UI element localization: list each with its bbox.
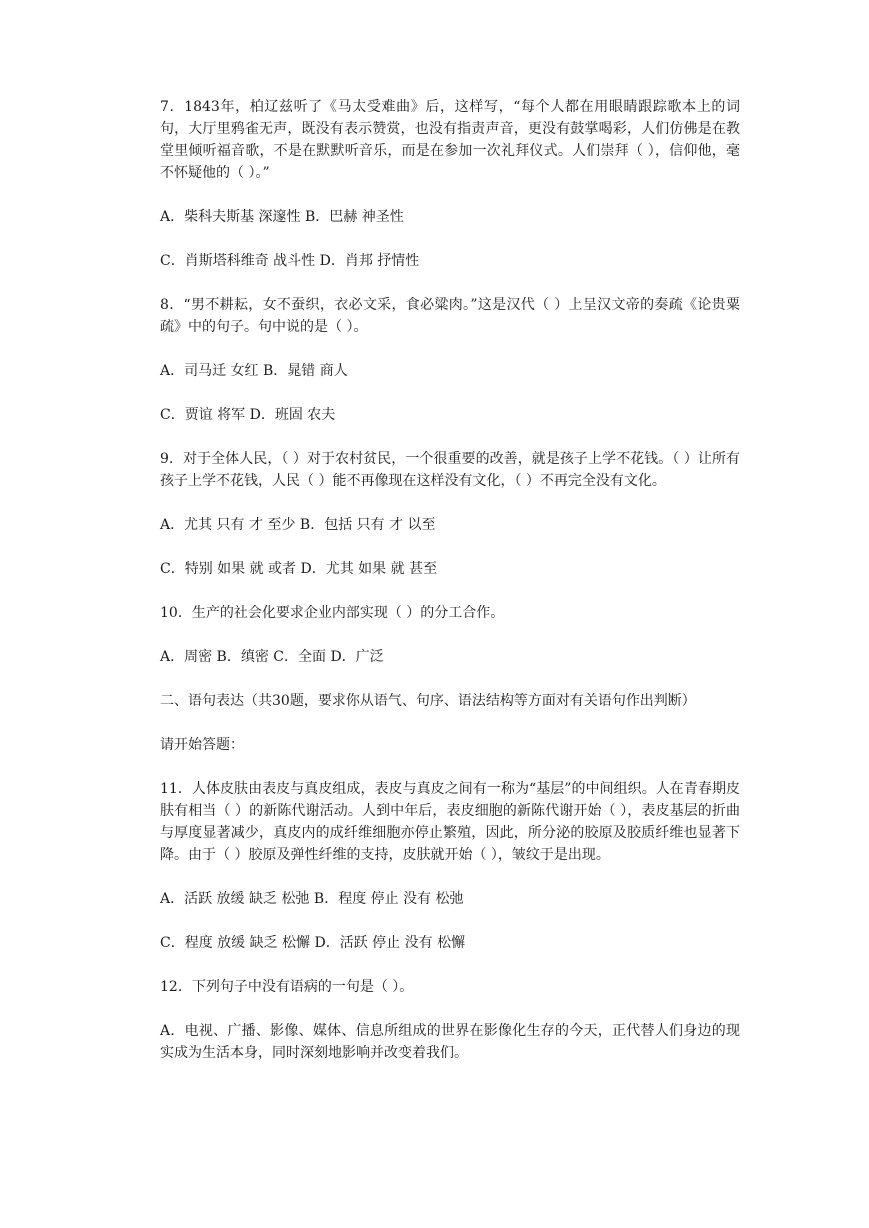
question-7-options-cd: C．肖斯塔科维奇 战斗性 D．肖邦 抒情性 (160, 253, 420, 269)
question-10-options: A．周密 B．缜密 C．全面 D．广泛 (160, 649, 384, 665)
question-8-options-cd: C．贾谊 将军 D．班固 农夫 (160, 407, 336, 423)
question-7-options-ab: A．柴科夫斯基 深邃性 B．巴赫 神圣性 (160, 209, 404, 225)
question-8-stem: 8．“男不耕耘，女不蚕织，衣必文采，食必粱肉。”这是汉代（ ）上呈汉文帝的奏疏《论贵粟疏》中的句子。句中说的是（ ）。 (160, 297, 740, 335)
question-11-stem: 11．人体皮肤由表皮与真皮组成，表皮与真皮之间有一称为“基层”的中间组织。人在青春期皮肤有相当（ ）的新陈代谢活动。人到中年后，表皮细胞的新陈代谢开始（ ），表皮基层的折曲与厚度显著减少，真皮内的成纤维细胞亦停止繁殖，因此，所分泌的胶原及胶质纤维也显著下降。由于（ ）胶原及弹性纤维的支持，皮肤就开始（ ），皱纹于是出现。 (160, 781, 740, 863)
document-page (160, 96, 740, 1064)
section-2-heading: 二、语句表达（共30题，要求你从语气、句序、语法结构等方面对有关语句作出判断） (160, 693, 696, 709)
question-9-options-cd: C．特别 如果 就 或者 D．尤其 如果 就 甚至 (160, 561, 438, 577)
question-8-options-ab: A．司马迁 女红 B．晁错 商人 (160, 363, 348, 379)
question-12-stem: 12．下列句子中没有语病的一句是（ ）。 (160, 979, 414, 995)
question-9-stem: 9．对于全体人民，（ ）对于农村贫民，一个很重要的改善，就是孩子上学不花钱。（ ）让所有孩子上学不花钱，人民（ ）能不再像现在这样没有文化，（ ）不再完全没有文化。 (160, 451, 740, 489)
question-11-options-cd: C．程度 放缓 缺乏 松懈 D．活跃 停止 没有 松懈 (160, 935, 466, 951)
question-10-stem: 10．生产的社会化要求企业内部实现（ ）的分工合作。 (160, 605, 505, 621)
question-11-options-ab: A．活跃 放缓 缺乏 松弛 B．程度 停止 没有 松弛 (160, 891, 464, 907)
section-2-prompt: 请开始答题： (160, 737, 244, 753)
question-9-options-ab: A．尤其 只有 才 至少 B．包括 只有 才 以至 (160, 517, 436, 533)
question-7-stem: 7．1843年，柏辽兹听了《马太受难曲》后，这样写，“每个人都在用眼睛跟踪歌本上的词句，大厅里鸦雀无声，既没有表示赞赏，也没有指责声音，更没有鼓掌喝彩，人们仿佛是在教堂里倾听福音歌，不是在默默听音乐，而是在参加一次礼拜仪式。人们崇拜（ ），信仰他，毫不怀疑他的（ ）。” (160, 99, 740, 181)
question-12-option-a: A．电视、广播、影像、媒体、信息所组成的世界在影像化生存的今天，正代替人们身边的现实成为生活本身，同时深刻地影响并改变着我们。 (160, 1023, 740, 1061)
